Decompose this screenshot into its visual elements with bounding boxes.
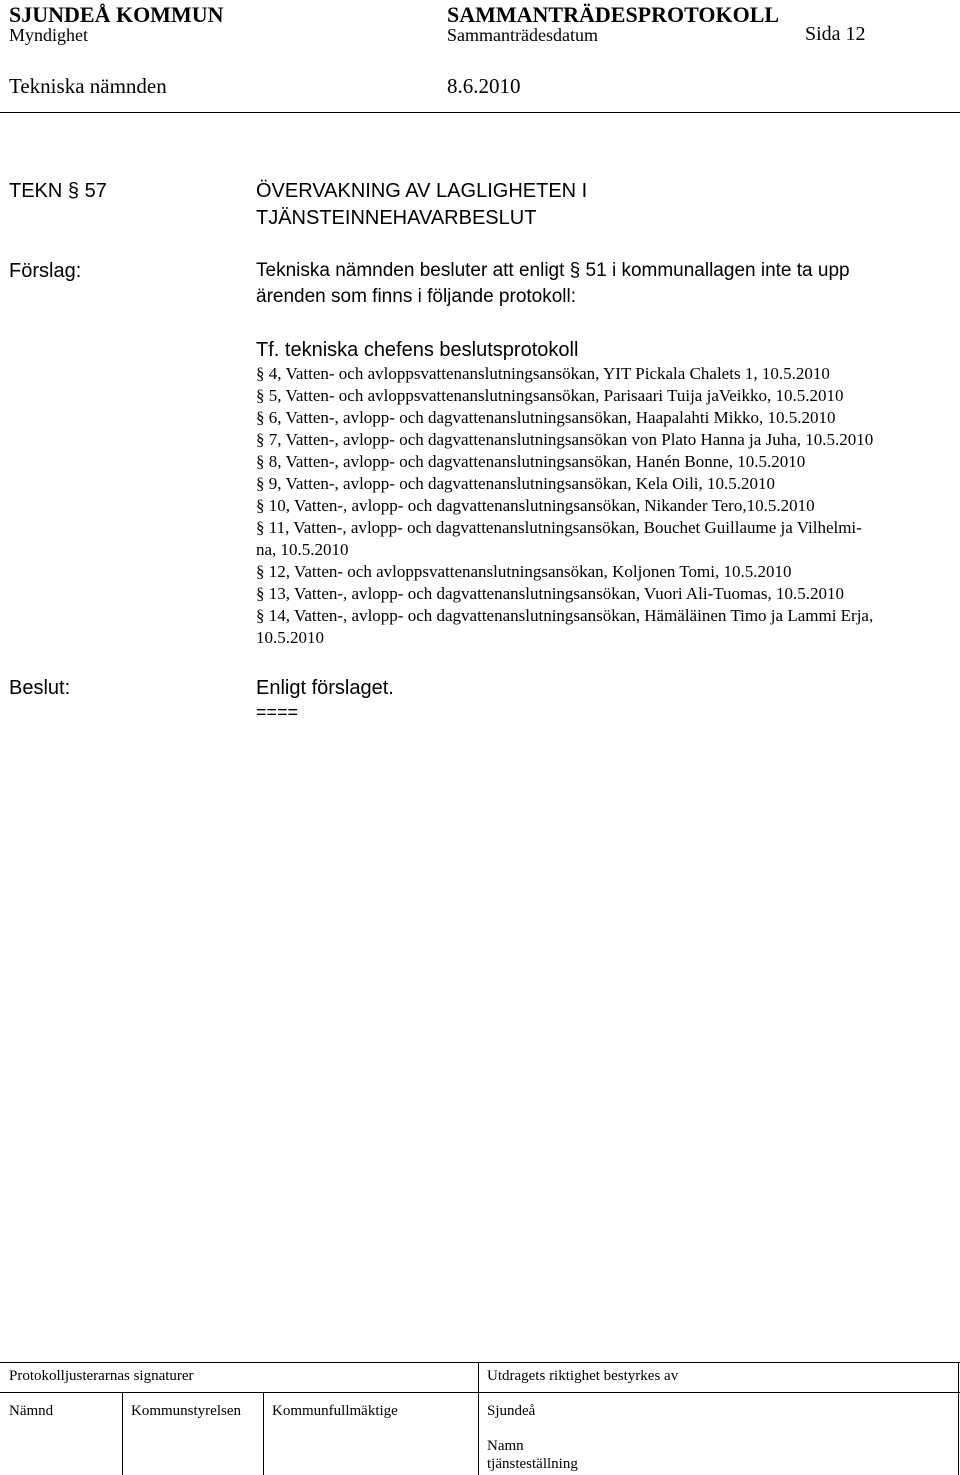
- header-rule: [0, 112, 960, 113]
- protocol-item: § 12, Vatten- och avloppsvattenanslutningsansökan, Koljonen Tomi, 10.5.2010: [256, 562, 792, 581]
- protocol-item-continuation: na, 10.5.2010: [256, 540, 349, 559]
- protocol-item: § 7, Vatten-, avlopp- och dagvattenanslutningsansökan von Plato Hanna ja Juha, 10.5.2010: [256, 430, 874, 449]
- footer-name-label: Namn: [487, 1438, 524, 1454]
- municipality-name: SJUNDEÅ KOMMUN: [9, 2, 224, 27]
- footer-kommunfullmaktige: Kommunfullmäktige: [272, 1403, 398, 1419]
- decision-label: Beslut:: [9, 677, 71, 699]
- protocol-item: § 8, Vatten-, avlopp- och dagvattenanslutningsansökan, Hanén Bonne, 10.5.2010: [256, 452, 806, 471]
- protocol-item: § 9, Vatten-, avlopp- och dagvattenanslutningsansökan, Kela Oili, 10.5.2010: [256, 474, 776, 493]
- footer-kommunstyrelsen: Kommunstyrelsen: [131, 1403, 241, 1419]
- page-number: Sida 12: [805, 23, 866, 45]
- date-label: Sammanträdesdatum: [447, 25, 598, 45]
- certification-label: Utdragets riktighet bestyrkes av: [487, 1368, 679, 1384]
- proposal-line2: ärenden som finns i följande protokoll:: [256, 286, 577, 307]
- footer-col-divider: [263, 1392, 264, 1475]
- authority-name: Tekniska nämnden: [9, 74, 167, 98]
- footer-mid-rule: [0, 1392, 960, 1393]
- footer-divider: [478, 1362, 479, 1475]
- footer-namnd: Nämnd: [9, 1403, 54, 1419]
- proposal-label: Förslag:: [9, 260, 82, 282]
- footer-col-divider: [122, 1392, 123, 1475]
- proposal-line1: Tekniska nämnden besluter att enligt § 51 i kommunallagen inte ta upp: [256, 260, 850, 281]
- protocol-item: § 13, Vatten-, avlopp- och dagvattenanslutningsansökan, Vuori Ali-Tuomas, 10.5.2010: [256, 584, 844, 603]
- section-code: TEKN § 57: [9, 180, 107, 202]
- protocol-item-continuation: 10.5.2010: [256, 628, 324, 647]
- section-title-line1: ÖVERVAKNING AV LAGLIGHETEN I: [256, 180, 588, 202]
- protocol-heading: Tf. tekniska chefens beslutsprotokoll: [256, 339, 579, 361]
- footer-position-label: tjänsteställning: [487, 1456, 578, 1472]
- protocol-item: § 5, Vatten- och avloppsvattenanslutningsansökan, Parisaari Tuija jaVeikko, 10.5.2010: [256, 386, 844, 405]
- protocol-item: § 14, Vatten-, avlopp- och dagvattenanslutningsansökan, Hämäläinen Timo ja Lammi Erja,: [256, 606, 874, 625]
- footer-top-rule: [0, 1362, 960, 1363]
- protocol-item: § 6, Vatten-, avlopp- och dagvattenanslutningsansökan, Haapalahti Mikko, 10.5.2010: [256, 408, 836, 427]
- authority-label: Myndighet: [9, 25, 88, 45]
- protocol-item: § 4, Vatten- och avloppsvattenanslutningsansökan, YIT Pickala Chalets 1, 10.5.2010: [256, 364, 830, 383]
- footer-place: Sjundeå: [487, 1403, 536, 1419]
- footer-right-border: [958, 1362, 959, 1475]
- signatures-label: Protokolljusterarnas signaturer: [9, 1368, 194, 1384]
- meeting-date: 8.6.2010: [447, 74, 521, 98]
- protocol-item: § 11, Vatten-, avlopp- och dagvattenanslutningsansökan, Bouchet Guillaume ja Vilhelmi-: [256, 518, 862, 537]
- protocol-item: § 10, Vatten-, avlopp- och dagvattenanslutningsansökan, Nikander Tero,10.5.2010: [256, 496, 815, 515]
- end-mark: ====: [256, 702, 299, 722]
- document-type: SAMMANTRÄDESPROTOKOLL: [447, 2, 780, 27]
- section-title-line2: TJÄNSTEINNEHAVARBESLUT: [256, 207, 537, 229]
- decision-text: Enligt förslaget.: [256, 677, 394, 699]
